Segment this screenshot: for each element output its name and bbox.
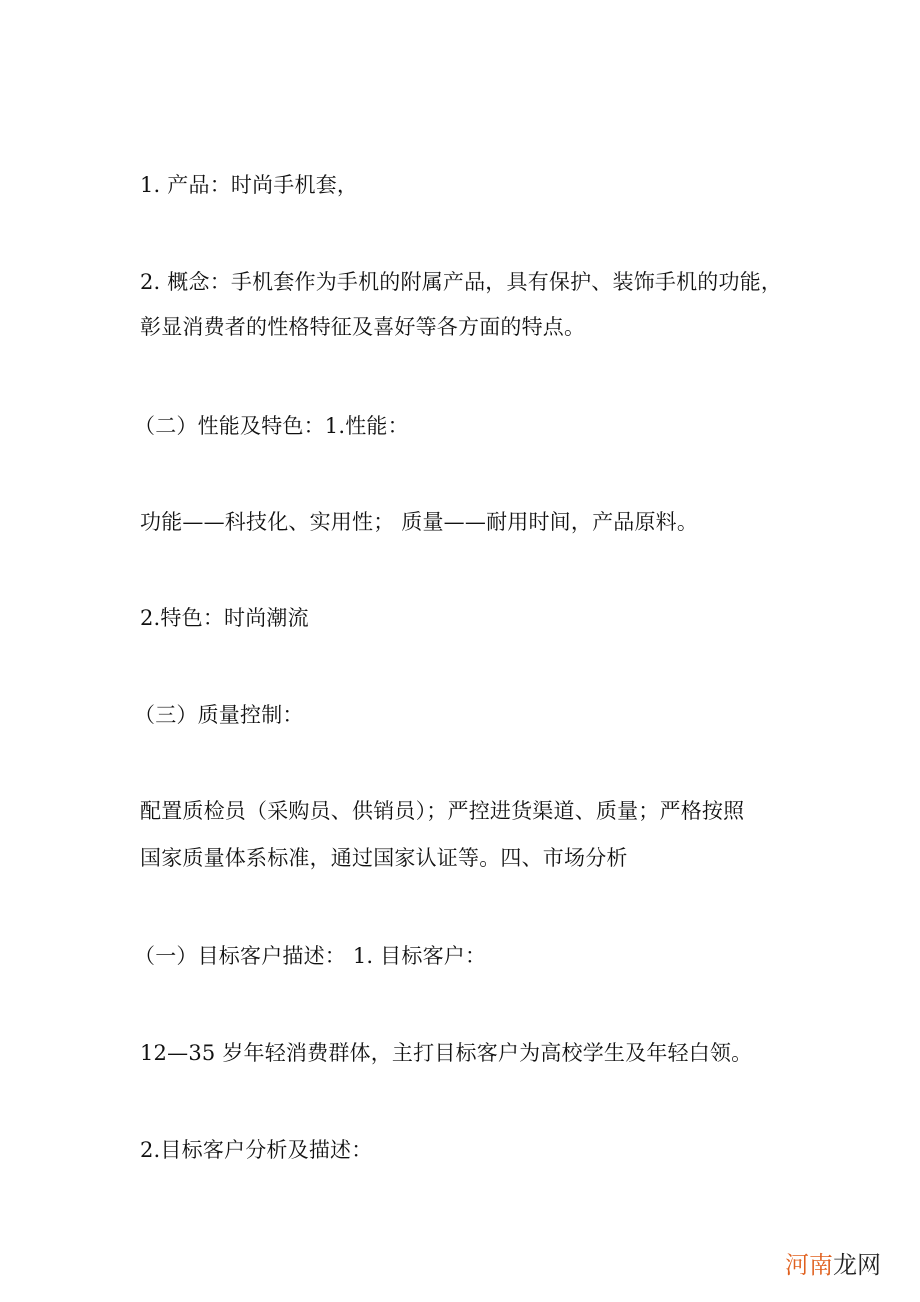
section-heading: （一）目标客户描述： 1. 目标客户：	[134, 944, 487, 968]
text-line: 彰显消费者的性格特征及喜好等各方面的特点。	[140, 315, 586, 339]
section-heading: （二）性能及特色：1.性能：	[134, 414, 409, 438]
text-line: 1. 产品：时尚手机套，	[140, 173, 359, 197]
watermark-part2: 龙网	[833, 1251, 881, 1279]
text-line: 12—35 岁年轻消费群体，主打目标客户为高校学生及年轻白领。	[140, 1041, 753, 1065]
text-line: 国家质量体系标准，通过国家认证等。四、市场分析	[140, 846, 628, 870]
watermark-logo	[785, 1251, 881, 1279]
text-line: 2. 概念：手机套作为手机的附属产品，具有保护、装饰手机的功能，	[140, 270, 783, 294]
section-heading: （三）质量控制：	[134, 703, 304, 727]
text-line: 功能——科技化、实用性； 质量——耐用时间，产品原料。	[140, 510, 699, 534]
watermark-part1: 河南	[785, 1251, 833, 1279]
text-line: 2.特色：时尚潮流	[140, 606, 309, 630]
text-line: 配置质检员（采购员、供销员）；严控进货渠道、质量；严格按照	[140, 799, 745, 823]
text-line: 2.目标客户分析及描述：	[140, 1138, 373, 1162]
